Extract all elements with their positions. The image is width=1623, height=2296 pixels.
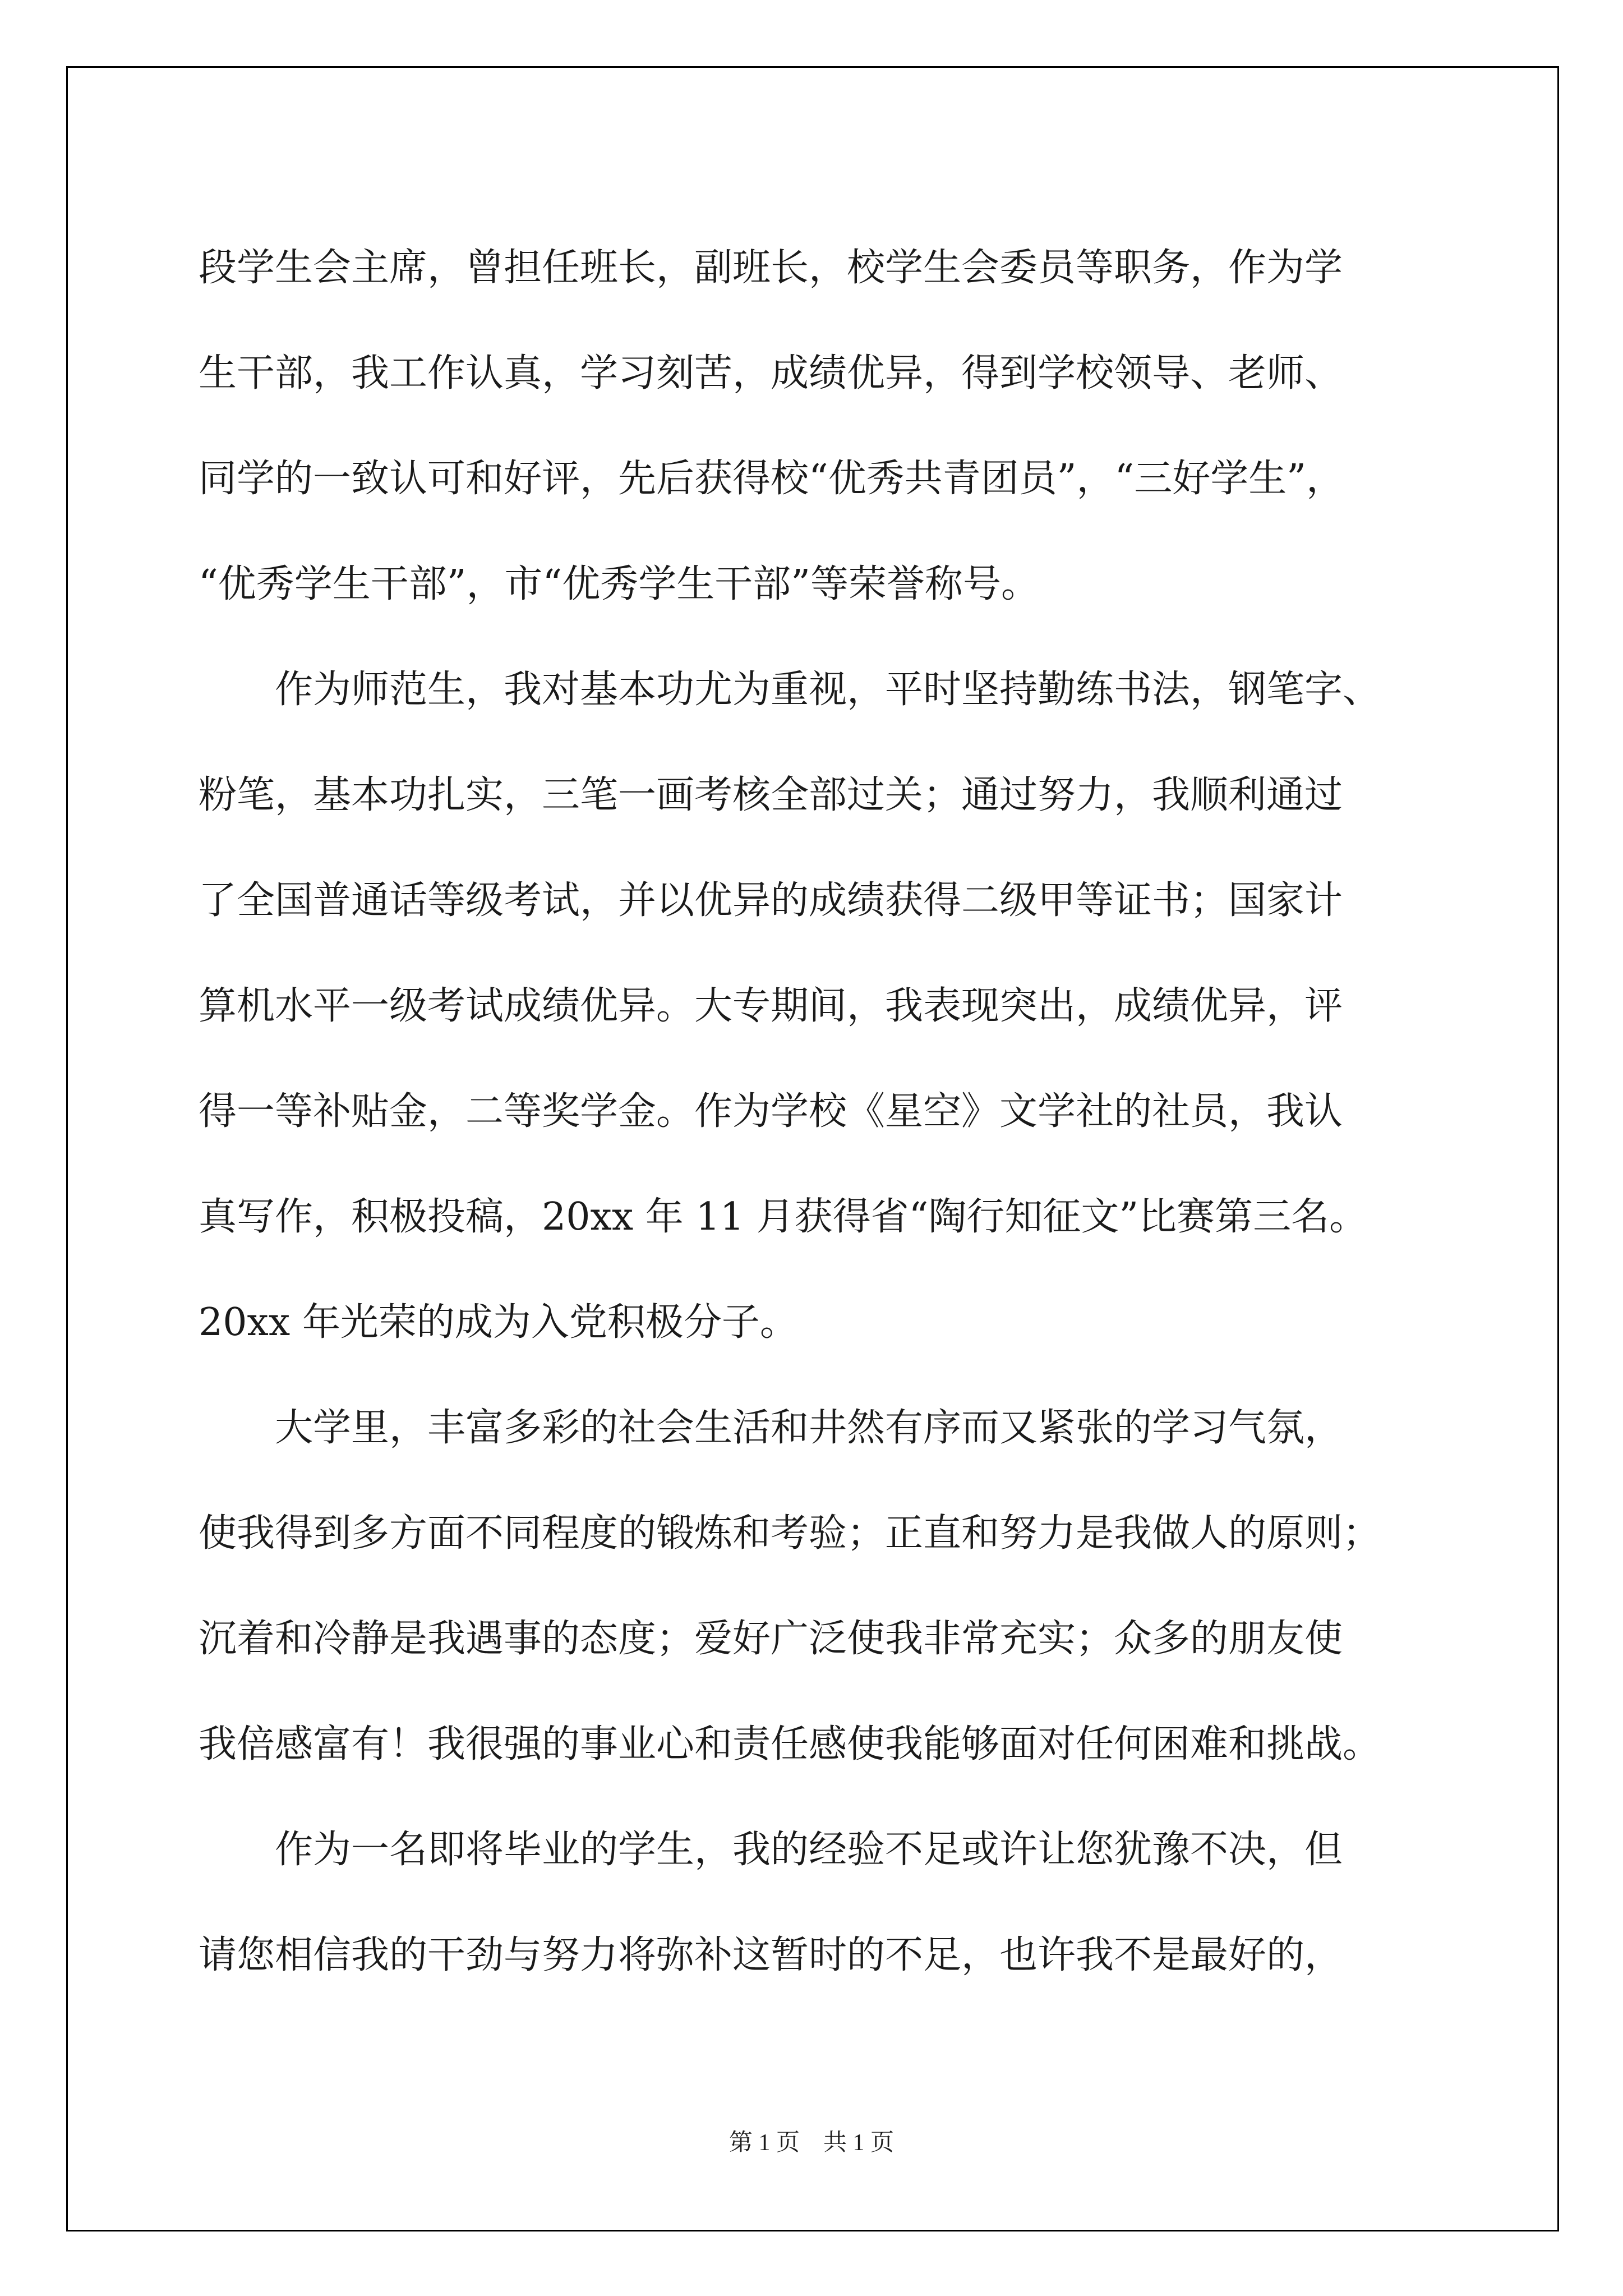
text-line: 沉着和冷静是我遇事的态度；爱好广泛使我非常充实；众多的朋友使 <box>199 1617 1343 1661</box>
text-line: 了全国普通话等级考试，并以优异的成绩获得二级甲等证书；国家计 <box>199 878 1343 923</box>
text-line: 大学里，丰富多彩的社会生活和井然有序而又紧张的学习气氛， <box>275 1406 1343 1450</box>
document-body <box>199 215 1460 2008</box>
text-line: 粉笔，基本功扎实，三笔一画考核全部过关；通过努力，我顺利通过 <box>199 773 1343 817</box>
paragraph-4 <box>199 1797 1460 2008</box>
page-number-footer: 第 1 页 共 1 页 <box>728 2130 894 2156</box>
text-line: 我倍感富有！我很强的事业心和责任感使我能够面对任何困难和挑战。 <box>199 1722 1381 1766</box>
text-line: 同学的一致认可和好评，先后获得校“优秀共青团员”，“三好学生”， <box>199 457 1345 501</box>
text-line: 段学生会主席，曾担任班长，副班长，校学生会委员等职务，作为学 <box>199 246 1343 290</box>
text-line: 作为师范生，我对基本功尤为重视，平时坚持勤练书法，钢笔字、 <box>275 668 1381 712</box>
text-line: “优秀学生干部”，市“优秀学生干部”等荣誉称号。 <box>199 562 1040 606</box>
paragraph-3 <box>199 1375 1460 1797</box>
text-line: 20xx 年光荣的成为入党积极分子。 <box>199 1300 798 1345</box>
text-line: 真写作，积极投稿，20xx 年 11 月获得省“陶行知征文”比赛第三名。 <box>199 1195 1368 1239</box>
text-line: 请您相信我的干劲与努力将弥补这暂时的不足，也许我不是最好的， <box>199 1933 1343 1977</box>
text-line: 作为一名即将毕业的学生，我的经验不足或许让您犹豫不决，但 <box>275 1828 1343 1872</box>
text-line: 算机水平一级考试成绩优异。大专期间，我表现突出，成绩优异，评 <box>199 984 1343 1028</box>
text-line: 使我得到多方面不同程度的锻炼和考验；正直和努力是我做人的原则； <box>199 1511 1381 1556</box>
text-line: 生干部，我工作认真，学习刻苦，成绩优异，得到学校领导、老师、 <box>199 351 1343 395</box>
paragraph-2 <box>199 637 1460 1375</box>
paragraph-1 <box>199 215 1460 637</box>
text-line: 得一等补贴金，二等奖学金。作为学校《星空》文学社的社员，我认 <box>199 1089 1343 1134</box>
